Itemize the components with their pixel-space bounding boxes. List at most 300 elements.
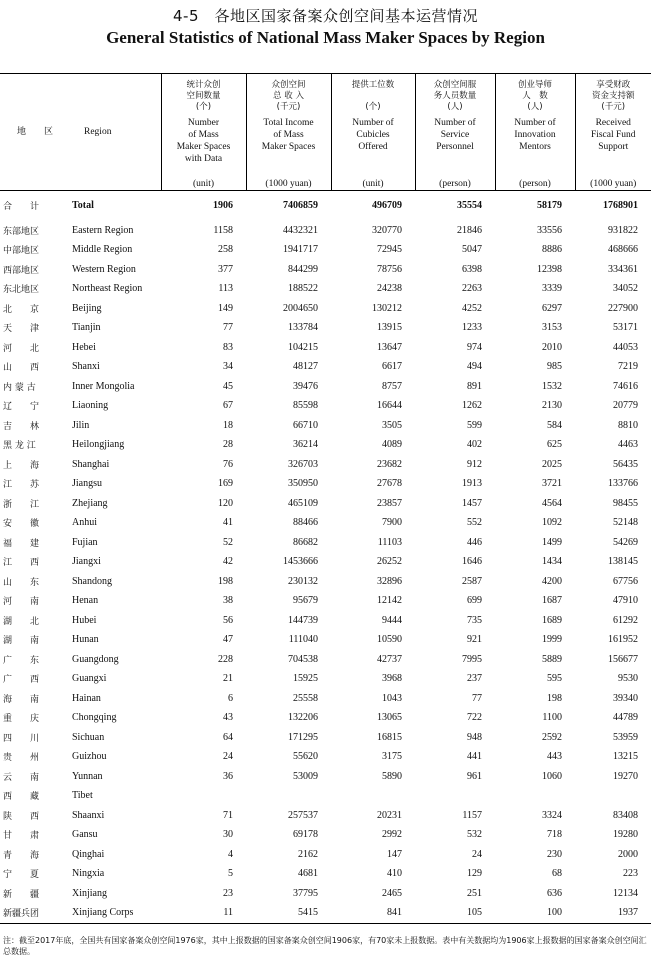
region-name-cn: 浙 江	[3, 499, 40, 510]
value-cell: 1100	[542, 712, 562, 724]
value-cell: 12134	[613, 887, 638, 899]
table-row	[0, 689, 651, 709]
value-cell	[575, 786, 651, 806]
value-cell: 223	[623, 868, 638, 880]
table-row	[0, 533, 651, 553]
region-name-cn: 山 东	[3, 577, 40, 588]
value-cell: 33556	[537, 224, 562, 236]
table-row	[0, 396, 651, 416]
value-cell: 24	[223, 751, 233, 763]
value-cell: 20779	[613, 400, 638, 412]
value-cell: 100	[547, 907, 562, 919]
table-row	[0, 864, 651, 884]
region-name-cn: 江 苏	[3, 480, 40, 491]
value-cell: 2130	[542, 400, 562, 412]
region-name-cn: 北 京	[3, 304, 40, 315]
value-cell: 468666	[608, 244, 638, 256]
region-name-en: Guizhou	[72, 751, 107, 763]
table-row	[0, 825, 651, 845]
value-cell: 169	[218, 478, 233, 490]
value-cell: 105	[467, 907, 482, 919]
value-cell	[331, 786, 415, 806]
value-cell: 334361	[608, 263, 638, 275]
value-cell: 1262	[462, 400, 482, 412]
region-name-en: Henan	[72, 595, 99, 607]
value-cell: 36214	[293, 439, 318, 451]
value-cell: 4200	[542, 575, 562, 587]
value-cell: 72945	[377, 244, 402, 256]
value-cell: 53959	[613, 731, 638, 743]
value-cell: 32896	[377, 575, 402, 587]
value-cell: 86682	[293, 536, 318, 548]
region-name-cn: 安 徽	[3, 519, 40, 530]
value-cell: 198	[547, 692, 562, 704]
value-cell: 88466	[293, 517, 318, 529]
value-cell: 133766	[608, 478, 638, 490]
col-header-3: 提供工位数 (个) Number of Cubicles Offered (unit)	[331, 74, 415, 191]
value-cell: 326703	[288, 458, 318, 470]
region-name-en: Shanxi	[72, 361, 100, 373]
region-name-en: Ningxia	[72, 868, 105, 880]
value-cell: 844299	[288, 263, 318, 275]
value-cell: 446	[467, 536, 482, 548]
value-cell: 443	[547, 751, 562, 763]
value-cell: 12142	[377, 595, 402, 607]
value-cell: 4463	[618, 439, 638, 451]
value-cell: 37795	[293, 887, 318, 899]
value-cell: 2010	[542, 341, 562, 353]
value-cell: 76	[223, 458, 233, 470]
value-cell: 6617	[382, 361, 402, 373]
value-cell: 8886	[542, 244, 562, 256]
region-name-en: Gansu	[72, 829, 98, 841]
value-cell: 5889	[542, 653, 562, 665]
value-cell: 58179	[537, 200, 562, 212]
value-cell: 1913	[462, 478, 482, 490]
table-body	[0, 191, 651, 924]
region-name-cn: 天 津	[3, 324, 40, 335]
value-cell: 144739	[288, 614, 318, 626]
value-cell: 44789	[613, 712, 638, 724]
region-name-en: Liaoning	[72, 400, 109, 412]
region-name-cn: 吉 林	[3, 421, 40, 432]
table-row	[0, 455, 651, 475]
region-name-en: Hunan	[72, 634, 99, 646]
region-name-cn: 福 建	[3, 538, 40, 549]
value-cell: 251	[467, 887, 482, 899]
value-cell: 931822	[608, 224, 638, 236]
value-cell: 104215	[288, 341, 318, 353]
value-cell: 2992	[382, 829, 402, 841]
region-name-en: Western Region	[72, 263, 136, 275]
value-cell: 1158	[213, 224, 233, 236]
region-cn-header: 地 区	[16, 127, 53, 137]
table-row	[0, 513, 651, 533]
region-name-en: Heilongjiang	[72, 439, 125, 451]
value-cell: 25558	[293, 692, 318, 704]
region-name-en: Chongqing	[72, 712, 117, 724]
value-cell: 83	[223, 341, 233, 353]
value-cell: 56435	[613, 458, 638, 470]
value-cell: 45	[223, 380, 233, 392]
value-cell: 39476	[293, 380, 318, 392]
value-cell: 111040	[288, 634, 318, 646]
value-cell: 188522	[288, 283, 318, 295]
value-cell: 11103	[377, 536, 402, 548]
value-cell: 257537	[288, 809, 318, 821]
region-name-en: Beijing	[72, 302, 102, 314]
value-cell: 5890	[382, 770, 402, 782]
value-cell: 44053	[613, 341, 638, 353]
table-row	[0, 279, 651, 299]
value-cell: 12398	[537, 263, 562, 275]
value-cell: 16815	[377, 731, 402, 743]
region-name-cn: 海 南	[3, 694, 40, 705]
value-cell: 2025	[542, 458, 562, 470]
region-name-en: Shanghai	[72, 458, 110, 470]
value-cell: 8810	[618, 419, 638, 431]
region-name-en: Shandong	[72, 575, 112, 587]
value-cell: 7219	[618, 361, 638, 373]
table-row	[0, 591, 651, 611]
region-name-en: Jiangsu	[72, 478, 102, 490]
value-cell: 11	[223, 907, 233, 919]
value-cell: 130212	[372, 302, 402, 314]
value-cell: 47	[223, 634, 233, 646]
value-cell: 161952	[608, 634, 638, 646]
value-cell: 4252	[462, 302, 482, 314]
value-cell: 3721	[542, 478, 562, 490]
value-cell: 35554	[457, 200, 482, 212]
value-cell: 532	[467, 829, 482, 841]
value-cell: 974	[467, 341, 482, 353]
value-cell: 3324	[542, 809, 562, 821]
region-name-en: Guangxi	[72, 673, 107, 685]
value-cell: 735	[467, 614, 482, 626]
value-cell: 599	[467, 419, 482, 431]
value-cell: 10590	[377, 634, 402, 646]
region-name-en: Northeast Region	[72, 283, 143, 295]
value-cell: 9530	[618, 673, 638, 685]
table-row	[0, 884, 651, 904]
value-cell: 1941717	[283, 244, 318, 256]
value-cell: 948	[467, 731, 482, 743]
region-name-en: Shaanxi	[72, 809, 105, 821]
value-cell: 494	[467, 361, 482, 373]
region-name-en: Xinjiang	[72, 887, 107, 899]
value-cell: 1768901	[603, 200, 638, 212]
value-cell: 4564	[542, 497, 562, 509]
table-row	[0, 474, 651, 494]
region-name-cn: 山 西	[3, 363, 40, 374]
table-row	[0, 240, 651, 260]
value-cell: 4681	[298, 868, 318, 880]
value-cell: 13647	[377, 341, 402, 353]
col-header-1: 统计众创 空间数量 (个) Number of Mass Maker Spaces with Data (unit)	[161, 74, 246, 191]
region-name-en: Eastern Region	[72, 224, 134, 236]
value-cell: 7406859	[283, 200, 318, 212]
table-row	[0, 786, 651, 806]
value-cell: 13915	[377, 322, 402, 334]
value-cell: 625	[547, 439, 562, 451]
table-row	[0, 630, 651, 650]
value-cell: 6297	[542, 302, 562, 314]
region-name-cn: 西 藏	[3, 792, 40, 803]
region-name-cn: 云 南	[3, 772, 40, 783]
region-name-cn: 黑 龙 江	[3, 441, 36, 452]
value-cell: 5415	[298, 907, 318, 919]
value-cell: 1689	[542, 614, 562, 626]
region-name-cn: 贵 州	[3, 753, 40, 764]
value-cell: 34	[223, 361, 233, 373]
value-cell: 2263	[462, 283, 482, 295]
region-name-en: Inner Mongolia	[72, 380, 135, 392]
region-name-en: Jilin	[72, 419, 90, 431]
value-cell: 198	[218, 575, 233, 587]
value-cell: 258	[218, 244, 233, 256]
region-name-en: Tianjin	[72, 322, 101, 334]
region-name-en: Zhejiang	[72, 497, 108, 509]
table-row	[0, 318, 651, 338]
region-name-cn: 新 疆	[3, 889, 40, 900]
col-header-2: 众创空间 总 收 入 (千元) Total Income of Mass Maker Spaces (1000 yuan)	[246, 74, 331, 191]
value-cell: 6398	[462, 263, 482, 275]
value-cell: 1233	[462, 322, 482, 334]
table-header	[0, 74, 651, 191]
value-cell: 30	[223, 829, 233, 841]
value-cell: 56	[223, 614, 233, 626]
region-name-en: Hebei	[72, 341, 96, 353]
value-cell: 8757	[382, 380, 402, 392]
value-cell: 85598	[293, 400, 318, 412]
value-cell: 1646	[462, 556, 482, 568]
value-cell: 23682	[377, 458, 402, 470]
region-name-cn: 江 西	[3, 558, 40, 569]
value-cell: 23857	[377, 497, 402, 509]
value-cell: 496709	[372, 200, 402, 212]
value-cell: 595	[547, 673, 562, 685]
col-header-4: 众创空间服 务人员数量 (人) Number of Service Personnel (person)	[415, 74, 495, 191]
region-name-cn: 新疆兵团	[3, 909, 40, 920]
value-cell: 3175	[382, 751, 402, 763]
region-en-header: Region	[84, 127, 112, 137]
value-cell: 74616	[613, 380, 638, 392]
region-name-cn: 河 北	[3, 343, 40, 354]
region-name-en: Hainan	[72, 692, 101, 704]
table-row	[0, 494, 651, 514]
value-cell: 402	[467, 439, 482, 451]
value-cell: 841	[387, 907, 402, 919]
value-cell: 171295	[288, 731, 318, 743]
region-name-cn: 陕 西	[3, 811, 40, 822]
value-cell: 26252	[377, 556, 402, 568]
value-cell: 2592	[542, 731, 562, 743]
value-cell: 227900	[608, 302, 638, 314]
value-cell: 147	[387, 848, 402, 860]
region-name-en: Total	[72, 200, 94, 212]
value-cell: 13215	[613, 751, 638, 763]
value-cell: 55620	[293, 751, 318, 763]
statistics-table	[0, 73, 651, 924]
value-cell: 1043	[382, 692, 402, 704]
region-name-en: Guangdong	[72, 653, 119, 665]
value-cell: 6	[228, 692, 233, 704]
value-cell: 1434	[542, 556, 562, 568]
value-cell	[495, 786, 575, 806]
value-cell: 78756	[377, 263, 402, 275]
value-cell: 921	[467, 634, 482, 646]
value-cell: 69178	[293, 829, 318, 841]
value-cell: 64	[223, 731, 233, 743]
region-name-cn: 重 庆	[3, 714, 40, 725]
table-title-en: General Statistics of National Mass Maker Spaces by Region	[106, 28, 545, 47]
table-row	[0, 650, 651, 670]
value-cell: 21	[223, 673, 233, 685]
value-cell: 985	[547, 361, 562, 373]
value-cell: 3968	[382, 673, 402, 685]
value-cell: 636	[547, 887, 562, 899]
value-cell: 1687	[542, 595, 562, 607]
value-cell: 38	[223, 595, 233, 607]
col-header-6: 享受财政 资金支持额 (千元) Received Fiscal Fund Support (1000 yuan)	[575, 74, 651, 191]
region-name-cn: 青 海	[3, 850, 40, 861]
value-cell: 1532	[542, 380, 562, 392]
value-cell: 1499	[542, 536, 562, 548]
value-cell: 132206	[288, 712, 318, 724]
value-cell: 410	[387, 868, 402, 880]
value-cell: 1060	[542, 770, 562, 782]
value-cell: 3505	[382, 419, 402, 431]
value-cell: 120	[218, 497, 233, 509]
table-row	[0, 338, 651, 358]
value-cell: 584	[547, 419, 562, 431]
region-name-en: Jiangxi	[72, 556, 101, 568]
value-cell: 48127	[293, 361, 318, 373]
value-cell: 52	[223, 536, 233, 548]
value-cell: 718	[547, 829, 562, 841]
value-cell: 912	[467, 458, 482, 470]
table-row	[0, 747, 651, 767]
value-cell: 21846	[457, 224, 482, 236]
value-cell: 3153	[542, 322, 562, 334]
value-cell: 113	[218, 283, 233, 295]
value-cell: 3339	[542, 283, 562, 295]
footnote: 注：截至2017年底，全国共有国家备案众创空间1976家，其中上报数据的国家备案众创空间1906家，有70家未上报数据。表中有关数据均为1906家上报数据的国家备案众创空间汇总数据。	[3, 936, 647, 956]
value-cell: 230132	[288, 575, 318, 587]
value-cell: 7900	[382, 517, 402, 529]
table-row	[0, 377, 651, 397]
value-cell: 1092	[542, 517, 562, 529]
table-row	[0, 611, 651, 631]
value-cell: 36	[223, 770, 233, 782]
table-row	[0, 806, 651, 826]
value-cell: 350950	[288, 478, 318, 490]
table-row	[0, 435, 651, 455]
region-name-cn: 辽 宁	[3, 402, 40, 413]
value-cell	[415, 786, 495, 806]
value-cell: 891	[467, 380, 482, 392]
value-cell: 28	[223, 439, 233, 451]
region-name-cn: 湖 南	[3, 636, 40, 647]
value-cell: 53171	[613, 322, 638, 334]
region-name-cn: 四 川	[3, 733, 40, 744]
region-name-en: Qinghai	[72, 848, 105, 860]
value-cell: 13065	[377, 712, 402, 724]
value-cell: 83408	[613, 809, 638, 821]
table-row	[0, 728, 651, 748]
value-cell: 41	[223, 517, 233, 529]
value-cell: 2587	[462, 575, 482, 587]
value-cell: 39340	[613, 692, 638, 704]
value-cell: 441	[467, 751, 482, 763]
value-cell: 129	[467, 868, 482, 880]
region-name-en: Hubei	[72, 614, 97, 626]
value-cell: 149	[218, 302, 233, 314]
region-name-cn: 内 蒙 古	[3, 382, 36, 393]
value-cell: 1157	[462, 809, 482, 821]
value-cell: 77	[472, 692, 482, 704]
value-cell: 377	[218, 263, 233, 275]
value-cell: 43	[223, 712, 233, 724]
value-cell: 1457	[462, 497, 482, 509]
region-name-cn: 湖 北	[3, 616, 40, 627]
value-cell: 67756	[613, 575, 638, 587]
value-cell: 4432321	[283, 224, 318, 236]
value-cell: 1999	[542, 634, 562, 646]
value-cell: 20231	[377, 809, 402, 821]
table-row	[0, 221, 651, 241]
region-name-cn: 东部地区	[3, 226, 40, 237]
value-cell: 4089	[382, 439, 402, 451]
region-name-cn: 中部地区	[3, 246, 40, 257]
value-cell: 67	[223, 400, 233, 412]
value-cell: 138145	[608, 556, 638, 568]
region-name-en: Yunnan	[72, 770, 103, 782]
table-row	[0, 572, 651, 592]
table-row	[0, 299, 651, 319]
table-row	[0, 191, 651, 221]
value-cell: 15925	[293, 673, 318, 685]
value-cell: 1937	[618, 907, 638, 919]
table-title-cn: 4-5 各地区国家备案众创空间基本运营情况	[172, 7, 478, 25]
region-name-cn: 上 海	[3, 460, 40, 471]
value-cell: 1453666	[283, 556, 318, 568]
value-cell: 42	[223, 556, 233, 568]
region-name-en: Sichuan	[72, 731, 105, 743]
region-name-en: Fujian	[72, 536, 98, 548]
value-cell: 237	[467, 673, 482, 685]
value-cell: 24238	[377, 283, 402, 295]
value-cell: 68	[552, 868, 562, 880]
region-name-en: Xinjiang Corps	[72, 907, 134, 919]
value-cell: 42737	[377, 653, 402, 665]
table-row	[0, 669, 651, 689]
region-name-cn: 甘 肃	[3, 831, 40, 842]
table-row	[0, 767, 651, 787]
table-row	[0, 845, 651, 865]
value-cell: 133784	[288, 322, 318, 334]
value-cell: 465109	[288, 497, 318, 509]
value-cell: 228	[218, 653, 233, 665]
table-row	[0, 903, 651, 923]
value-cell: 52148	[613, 517, 638, 529]
value-cell: 230	[547, 848, 562, 860]
value-cell: 47910	[613, 595, 638, 607]
value-cell: 552	[467, 517, 482, 529]
value-cell: 18	[223, 419, 233, 431]
value-cell: 24	[472, 848, 482, 860]
region-name-en: Tibet	[72, 790, 93, 802]
